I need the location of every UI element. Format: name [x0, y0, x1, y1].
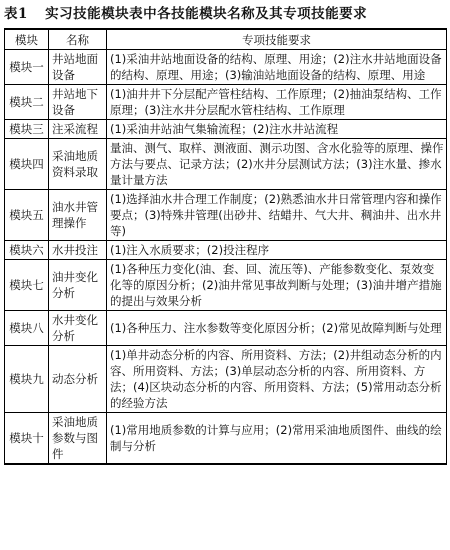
name-cell: 油井变化分析 — [49, 260, 107, 311]
table-row — [5, 260, 447, 311]
table-row — [5, 413, 447, 465]
module-cell: 模块一 — [5, 50, 49, 85]
requirement-cell: (1)选择油水井合理工作制度；(2)熟悉油水井日常管理内容和操作要点；(3)特殊井管理(出砂井、结蜡井、气大井、稠油井、出水井等) — [107, 190, 447, 241]
requirement-cell: (1)常用地质参数的计算与应用；(2)常用采油地质图件、曲线的绘制与分析 — [107, 413, 447, 465]
name-cell: 动态分析 — [49, 346, 107, 413]
table-title: 实习技能模块表中各技能模块名称及其专项技能要求 — [45, 6, 368, 22]
requirement-cell: (1)油井井下分层配产管柱结构、工作原理；(2)抽油泵结构、工作原理；(3)注水井分层配水管柱结构、工作原理 — [107, 85, 447, 120]
table-row — [5, 311, 447, 346]
requirement-cell: (1)注入水质要求；(2)投注程序 — [107, 241, 447, 260]
name-cell: 井站地下设备 — [49, 85, 107, 120]
module-cell: 模块四 — [5, 139, 49, 190]
requirement-cell: (1)各种压力、注水参数等变化原因分析；(2)常见故障判断与处理 — [107, 311, 447, 346]
name-cell: 采油地质参数与图件 — [49, 413, 107, 465]
header-module: 模块 — [5, 29, 49, 50]
name-cell: 采油地质资料录取 — [49, 139, 107, 190]
name-cell: 注采流程 — [49, 120, 107, 139]
table-row — [5, 346, 447, 413]
module-cell: 模块二 — [5, 85, 49, 120]
name-cell: 水井投注 — [49, 241, 107, 260]
table-row — [5, 50, 447, 85]
module-cell: 模块六 — [5, 241, 49, 260]
table-number: 表1 — [4, 6, 28, 22]
module-cell: 模块九 — [5, 346, 49, 413]
requirement-cell: (1)采油井站地面设备的结构、原理、用途；(2)注水井站地面设备的结构、原理、用途；(3)输油站地面设备的结构、原理、用途 — [107, 50, 447, 85]
table-caption — [4, 2, 446, 26]
table-row — [5, 139, 447, 190]
table-header-row — [5, 29, 447, 50]
name-cell: 井站地面设备 — [49, 50, 107, 85]
requirement-cell: (1)单井动态分析的内容、所用资料、方法；(2)井组动态分析的内容、所用资料、方法；(3)单层动态分析的内容、所用资料、方法；(4)区块动态分析的内容、所用资料、方法；(5)常用动态分析的经验方法 — [107, 346, 447, 413]
requirement-cell: (1)采油井站油气集输流程；(2)注水井站流程 — [107, 120, 447, 139]
requirement-cell: (1)各种压力变化(油、套、回、流压等)、产能参数变化、泵效变化等的原因分析；(2)油井常见事故判断与处理；(3)油井增产措施的提出与效果分析 — [107, 260, 447, 311]
skills-table — [4, 28, 447, 465]
header-requirement: 专项技能要求 — [107, 29, 447, 50]
header-name: 名称 — [49, 29, 107, 50]
table-row — [5, 85, 447, 120]
module-cell: 模块七 — [5, 260, 49, 311]
table-row — [5, 190, 447, 241]
module-cell: 模块三 — [5, 120, 49, 139]
module-cell: 模块八 — [5, 311, 49, 346]
module-cell: 模块十 — [5, 413, 49, 465]
module-cell: 模块五 — [5, 190, 49, 241]
table-row — [5, 241, 447, 260]
name-cell: 油水井管理操作 — [49, 190, 107, 241]
name-cell: 水井变化分析 — [49, 311, 107, 346]
requirement-cell: 量油、测气、取样、测液面、测示功图、含水化验等的原理、操作方法与要点、记录方法；(2)水井分层测试方法；(3)注水量、掺水量计量方法 — [107, 139, 447, 190]
table-row — [5, 120, 447, 139]
